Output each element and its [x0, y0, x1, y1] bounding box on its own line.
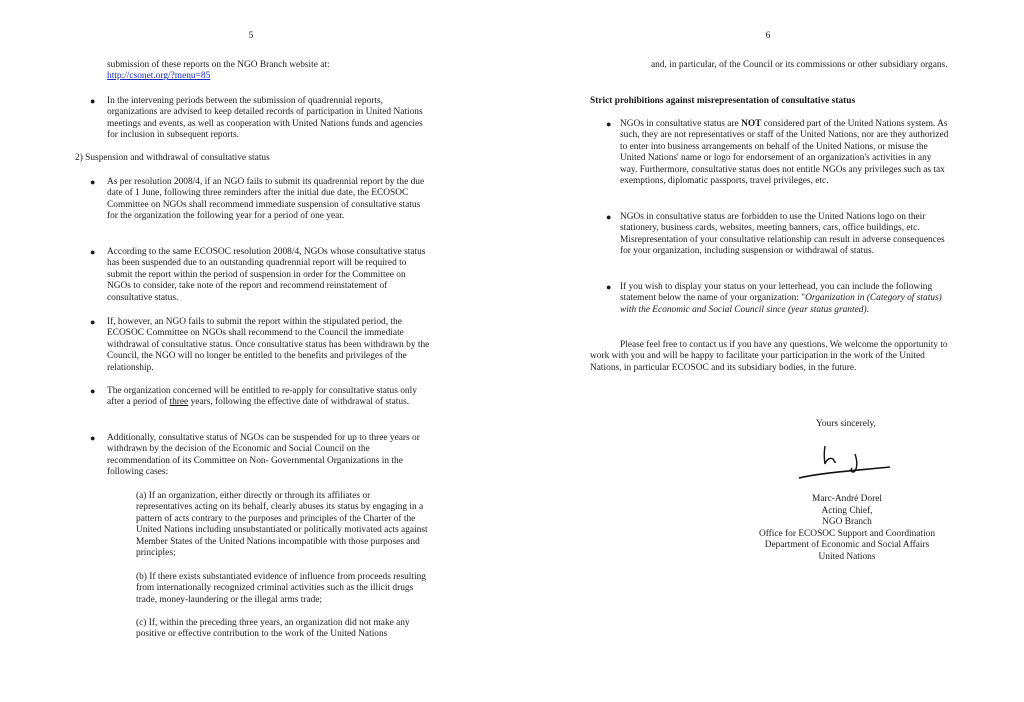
bullet-reapply	[90, 386, 430, 409]
bullet-if-fails	[90, 317, 430, 374]
page-right	[512, 0, 1024, 702]
intro-text: submission of these reports on the NGO Branch website at:	[107, 60, 330, 70]
signatory-block	[742, 494, 952, 564]
bullet-icon: ●	[90, 317, 96, 327]
underlined-three: three	[169, 397, 189, 408]
signatory-department: Department of Economic and Social Affairs	[764, 540, 930, 551]
section-heading: 2) Suspension and withdrawal of consultative status	[75, 153, 270, 163]
signatory-title: Acting Chief,	[821, 505, 873, 516]
bullet-reapply-text: The organization concerned will be entitled to re-apply for consultative status only after a period of three years, following the effective date of withdrawal of status.	[107, 386, 417, 408]
bold-not: NOT	[741, 119, 762, 129]
closing-paragraph: Please feel free to contact us if you have any questions. We welcome the opportunity to work with you and will be happy to facilitate your participation in the work of the United Nations, in particular ECOSOC and its subsidiary bodies, in the future.	[590, 340, 948, 373]
bullet-icon: ●	[90, 96, 96, 106]
bullet-records	[90, 96, 430, 142]
bullet-icon: ●	[606, 282, 612, 292]
bullet-if-fails-text: If, however, an NGO fails to submit the report within the stipulated period, the ECOSOC Committee on NGOs shall recommend to the Council the immediate withdrawal of consultative status. Once consultative status has been withdrawn by the Council, the NGO will no longer be entitled to the benefits and privileges of the relationship.	[107, 317, 430, 373]
bullet-records-text: In the intervening periods between the submission of quadrennial reports, organizations are advised to keep detailed records of participation in United Nations meetings and events, as well as cooperation with United Nations funds and agencies for inclusion in subsequent reports.	[107, 96, 423, 141]
page-number: 6	[765, 31, 771, 41]
bullet-letterhead-text: If you wish to display your status on your letterhead, you can include the following statement below the name of your organization: "Organization in (Category of status) with the Economic and Social Council since (year status granted).	[620, 282, 942, 315]
bullet-resolution	[90, 177, 430, 223]
csonet-link[interactable]: http://csonet.org/?menu=85	[107, 71, 211, 82]
signatory-org: United Nations	[818, 551, 876, 562]
bullet-icon: ●	[90, 386, 96, 396]
case-b: (b) If there exists substantiated evidence of influence from proceeds resulting from internationally recognized criminal activities such as the illicit drugs trade, money-laundering or the illegal arms trade;	[136, 572, 426, 605]
signatory-office: Office for ECOSOC Support and Coordination	[758, 528, 936, 539]
bullet-not-part-text: NGOs in consultative status are NOT considered part of the United Nations system. As such, they are not representatives or staff of the United Nations, nor are they authorized to enter into business arrangements on behalf of the United Nations, or misuse the United Nations' name or logo for endorsement of an organization's activities in any way. Furthermore, consultative status does not entitle NGOs any privileges such as tax exemptions, diplomatic passports, travel privileges, etc.	[620, 119, 949, 187]
status-statement: Organization in (Category of status) with the Economic and Social Council since (year status granted)	[620, 293, 942, 315]
bullet-icon: ●	[90, 433, 96, 443]
case-c: (c) If, within the preceding three years, an organization did not make any positive or effective contribution to the work of the United Nations	[136, 618, 410, 640]
bullet-resolution-text: As per resolution 2008/4, if an NGO fails to submit its quadrennial report by the due date of 1 June, following three reminders after the initial due date, the ECOSOC Committee on NGOs shall recommend immediate suspension of consultative status for the organization the following year for a period of one year.	[107, 177, 425, 222]
bullet-icon: ●	[90, 177, 96, 187]
page-number: 5	[248, 31, 254, 41]
bullet-same-resolution	[90, 247, 430, 304]
bullet-logo-text: NGOs in consultative status are forbidden to use the United Nations logo on their stationery, business cards, websites, meeting banners, cars, office buildings, etc. Misrepresentation of your consultative relationship can result in adverse consequences for your organization, including suspension or withdrawal of status.	[620, 212, 945, 257]
prohibitions-heading: Strict prohibitions against misrepresentation of consultative status	[590, 96, 856, 106]
case-a: (a) If an organization, either directly or through its affiliates or representatives acting on its behalf, clearly abuses its status by engaging in a pattern of acts contrary to the purposes and principles of the Charter of the United Nations including unsubstantiated or politically motivated acts against Member States of the United Nations incompatible with those purposes and principles;	[136, 491, 428, 559]
continuation-text: and, in particular, of the Council or its commissions or other subsidiary organs.	[651, 60, 948, 70]
sign-off: Yours sincerely,	[816, 419, 876, 429]
bullet-additionally-text: Additionally, consultative status of NGOs can be suspended for up to three years or withdrawn by the decision of the Economic and Social Council on the recommendation of its Committee on Non- Governmental Organizations in the following cases:	[107, 433, 420, 478]
bullet-icon: ●	[90, 247, 96, 257]
signatory-name: Marc-André Dorel	[811, 494, 883, 504]
signatory-unit: NGO Branch	[822, 517, 872, 528]
bullet-same-resolution-text: According to the same ECOSOC resolution 2008/4, NGOs whose consultative status has been suspended due to an outstanding quadrennial report will be required to submit the report within the period of suspension in order for the Committee on NGOs to consider, take note of the report and recommend reinstatement of consultative status.	[107, 247, 426, 303]
bullet-letterhead	[606, 282, 949, 316]
bullet-additionally	[90, 433, 430, 479]
bullet-not-part	[606, 119, 949, 187]
bullet-logo	[606, 212, 949, 258]
intro-paragraph	[107, 60, 427, 83]
signature-image	[795, 440, 899, 484]
bullet-icon: ●	[606, 119, 612, 129]
bullet-icon: ●	[606, 212, 612, 222]
